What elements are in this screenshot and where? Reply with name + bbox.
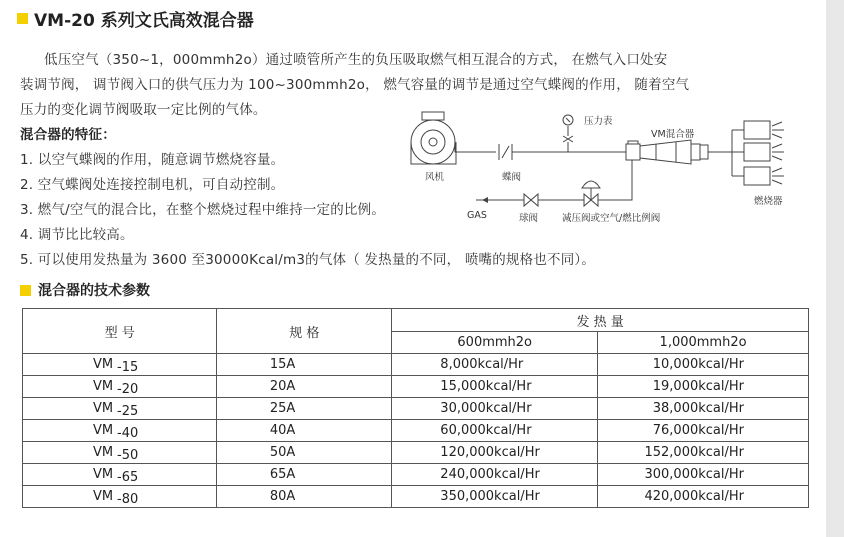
- butterfly-valve-icon: [499, 144, 512, 160]
- regulator-valve-icon: [582, 181, 600, 206]
- feature-item-1: 1. 以空气蝶阀的作用，随意调节燃烧容量。: [20, 152, 285, 168]
- heat-600-value: 120,000kcal/Hr: [392, 442, 598, 464]
- heat-1000-value: 76,000kcal/Hr: [598, 420, 809, 442]
- heat-1000-value: 10,000kcal/Hr: [598, 354, 809, 376]
- header-heat: 发 热 量: [392, 309, 809, 332]
- pressure-gauge-icon: [563, 115, 573, 152]
- model-prefix: VM: [93, 357, 114, 372]
- feature-item-3: 3. 燃气/空气的混合比，在整个燃烧过程中维持一定的比例。: [20, 202, 386, 218]
- model-prefix: VM: [93, 445, 114, 460]
- model-prefix: VM: [93, 401, 114, 416]
- model-prefix: VM: [93, 423, 114, 438]
- header-spec: 规 格: [217, 309, 392, 354]
- table-header-row: [23, 309, 809, 332]
- page-edge: [826, 0, 844, 537]
- model-number: -20: [117, 382, 139, 397]
- intro-line-3: 压力的变化调节阀吸取一定比例的气体。: [20, 102, 267, 118]
- heat-600-value: 30,000kcal/Hr: [392, 398, 598, 420]
- heat-1000-value: 420,000kcal/Hr: [598, 486, 809, 508]
- spec-value: 65A: [217, 464, 392, 486]
- burner-icon: [744, 121, 784, 185]
- feature-item-4: 4. 调节比比较高。: [20, 227, 134, 243]
- intro-line-1: 低压空气（350~1，000mmh2o）通过喷管所产生的负压吸取燃气相互混合的方式， 在燃气入口处安: [44, 52, 668, 68]
- spec-value: 20A: [217, 376, 392, 398]
- heat-1000-value: 152,000kcal/Hr: [598, 442, 809, 464]
- features-heading: 混合器的特征：: [20, 127, 116, 143]
- heat-600-value: 15,000kcal/Hr: [392, 376, 598, 398]
- page-title: VM-20 系列文氏高效混合器: [34, 11, 254, 31]
- model-number: -40: [117, 426, 139, 441]
- spec-heading-marker: [20, 285, 31, 296]
- heat-600-value: 350,000kcal/Hr: [392, 486, 598, 508]
- model-number: -50: [117, 448, 139, 463]
- model-prefix: VM: [93, 467, 114, 482]
- header-model: 型 号: [23, 309, 217, 354]
- ball-valve-label: 球阀: [519, 213, 539, 224]
- model-number: -65: [117, 470, 139, 485]
- model-prefix: VM: [93, 379, 114, 394]
- title-marker: [17, 13, 28, 24]
- table-row: [23, 442, 809, 464]
- table-row: [23, 486, 809, 508]
- mixer-icon: [626, 140, 708, 164]
- butterfly-valve-label: 蝶阀: [502, 172, 522, 183]
- spec-value: 50A: [217, 442, 392, 464]
- fan-icon: [411, 112, 466, 164]
- table-row: [23, 398, 809, 420]
- spec-value: 15A: [217, 354, 392, 376]
- heat-1000-value: 38,000kcal/Hr: [598, 398, 809, 420]
- ball-valve-icon: [524, 194, 538, 206]
- header-1000: 1,000mmh2o: [598, 332, 809, 354]
- regulator-label: 减压阀或空气/燃比例阀: [562, 213, 661, 224]
- heat-600-value: 60,000kcal/Hr: [392, 420, 598, 442]
- gas-label: GAS: [467, 210, 487, 221]
- model-number: -15: [117, 360, 139, 375]
- pressure-gauge-label: 压力表: [584, 116, 613, 127]
- fan-label: 风机: [425, 172, 445, 183]
- heat-600-value: 240,000kcal/Hr: [392, 464, 598, 486]
- feature-item-5: 5. 可以使用发热量为 3600 至30000Kcal/m3的气体（ 发热量的不同， 喷嘴的规格也不同）。: [20, 252, 596, 268]
- table-row: [23, 354, 809, 376]
- intro-line-2: 装调节阀， 调节阀入口的供气压力为 100~300mmh2o， 燃气容量的调节是通过空气蝶阀的作用， 随着空气: [20, 77, 690, 93]
- table-row: [23, 376, 809, 398]
- spec-heading: 混合器的技术参数: [38, 283, 150, 299]
- heat-600-value: 8,000kcal/Hr: [392, 354, 598, 376]
- spec-value: 40A: [217, 420, 392, 442]
- heat-1000-value: 300,000kcal/Hr: [598, 464, 809, 486]
- mixer-label: VM混合器: [651, 129, 695, 140]
- burner-label: 燃烧器: [754, 196, 783, 207]
- table-row: [23, 420, 809, 442]
- model-prefix: VM: [93, 489, 114, 504]
- spec-table: [22, 308, 809, 508]
- model-number: -80: [117, 492, 139, 507]
- model-number: -25: [117, 404, 139, 419]
- table-row: [23, 464, 809, 486]
- spec-value: 25A: [217, 398, 392, 420]
- header-600: 600mmh2o: [392, 332, 598, 354]
- spec-value: 80A: [217, 486, 392, 508]
- feature-item-2: 2. 空气蝶阀处连接控制电机，可自动控制。: [20, 177, 285, 193]
- heat-1000-value: 19,000kcal/Hr: [598, 376, 809, 398]
